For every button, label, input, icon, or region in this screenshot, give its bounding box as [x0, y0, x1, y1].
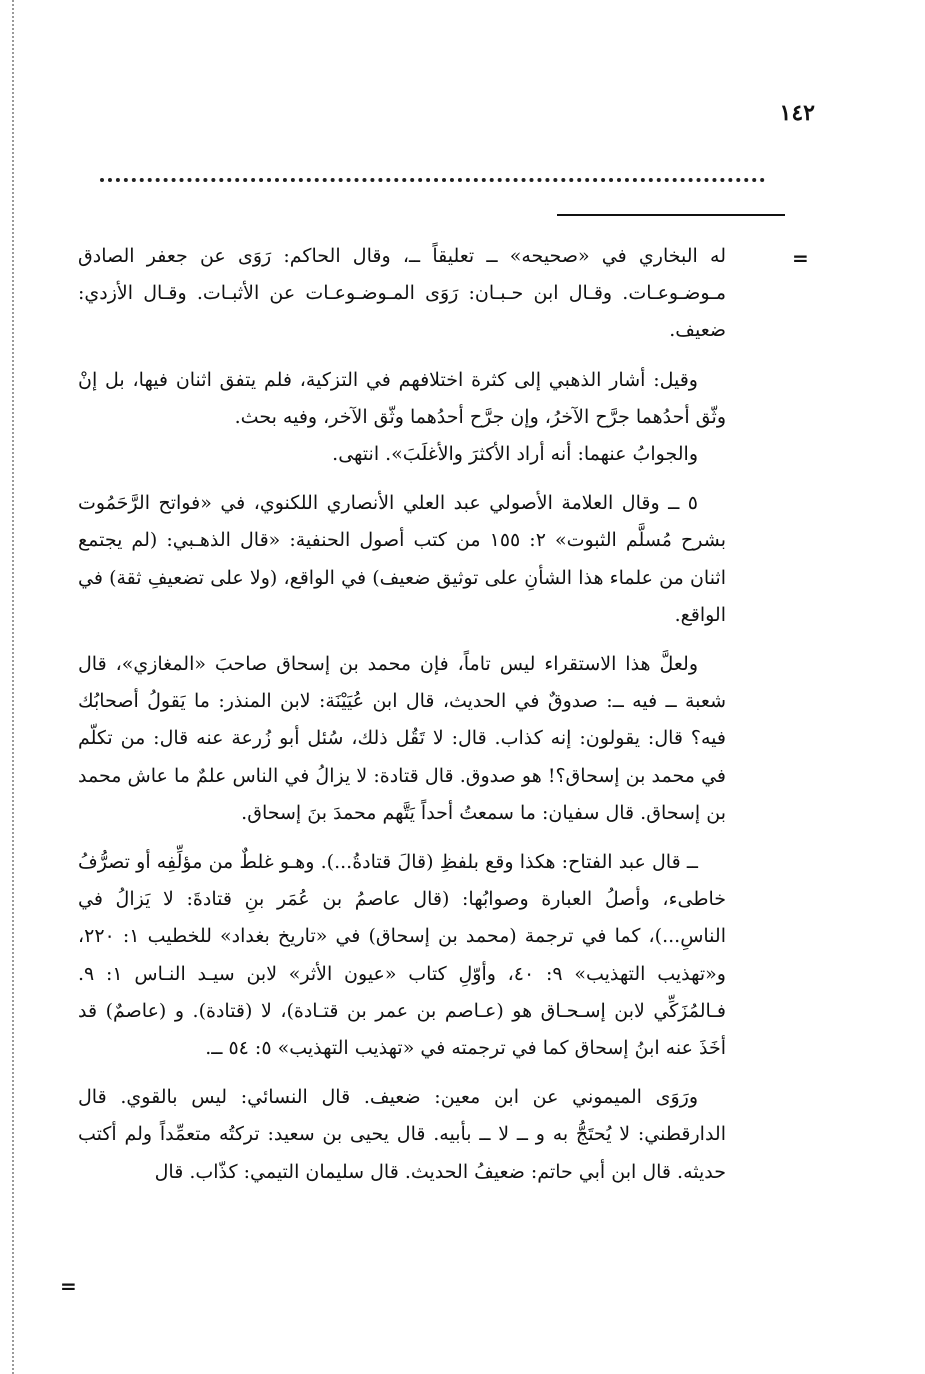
footnote-text-block [78, 238, 726, 1203]
header-dotted-rule [100, 178, 765, 182]
paragraph: وقيل: أشار الذهبي إلى كثرة اختلافهم في التزكية، فلم يتفق اثنان فيها، بل إنْ وثّق أحدُهما جرَّح الآخرُ، وإن جرَّح أحدُهما وثّق الآخر، وفيه بحث. [78, 368, 726, 428]
continuation-marker-bottom: = [60, 1274, 77, 1298]
paragraph: له البخاري في «صحيحه» ــ تعليقاً ــ، وقال الحاكم: رَوَى عن جعفر الصادق مـوضـوعـات. وقـال ابن حـبـان: رَوَى المـوضـوعـات عن الأثبـات. وقـال الأزدي: ضعيف. [78, 245, 726, 342]
paragraph: ٥ ــ وقال العلامة الأصولي عبد العلي الأنصاري اللكنوي، في «فواتح الرَّحَمُوت بشرح مُسلَّم الثبوت» ٢: ١٥٥ من كتب أصول الحنفية: «قال الذهـبي: (لم يجتمع اثنان من علماء هذا الشأنِ على توثيق ضعيف) في الواقع، (ولا على تضعيفِ ثقة) في الواقع. [78, 492, 726, 626]
paragraph: والجوابُ عنهما: أنه أراد الأكثرَ والأغلَبَ». انتهى. [332, 443, 698, 466]
page-number: ١٤٢ [779, 100, 815, 126]
scan-edge-dotted-line [12, 0, 14, 1374]
footnote-separator-rule [557, 214, 785, 216]
paragraph: ورَوَى الميموني عن ابن معين: ضعيف. قال النسائي: ليس بالقوي. قال الدارقطني: لا يُحتَجُّ به و ــ لا ــ بأبيه. قال يحيى بن سعيد: تركتُه متعمِّداً ولم أكتب حديثه. قال ابن أبي حاتم: ضعيفُ الحديث. قال سليمان التيمي: كذّاب. قال [78, 1086, 726, 1183]
continuation-marker-top: = [792, 246, 809, 270]
paragraph: ولعلَّ هذا الاستقراء ليس تاماً، فإن محمد بن إسحاق صاحبَ «المغازي»، قال شعبة ــ فيه ــ: صدوقٌ في الحديث، قال ابن عُيَيْنَة: لابن المنذر: ما يَقولُ أصحابُك فيه؟ قال: يقولون: إنه كذاب. قال: لا تَقُل ذلك، سُئل أبو زُرعة عنه قال: من تكلّم في محمد بن إسحاق؟! هو صدوق. قال قتادة: لا يزالُ في الناس علمٌ ما عاش محمد بن إسحاق. قال سفيان: ما سمعتُ أحداً يَتَّهم محمدَ بنَ إسحاق. [78, 653, 726, 824]
paragraph: ــ قال عبد الفتاح: هكذا وقع بلفظِ (قالَ قتادةُ...). وهـو غلطٌ من مؤلِّفِه أو تصرُّفُ خاطىء، وأصلُ العبارة وصوابُها: (قال عاصمُ بن عُمَر بنِ قتادةَ: لا يَزالُ في الناسِ...)، كما في ترجمة (محمد بن إسحاق) في «تاريخ بغداد» للخطيب ١: ٢٢٠، و«تهذيب التهذيب» ٩: ٤٠، وأوّلِ كتاب «عيون الأثر» لابن سيـد النـاس ١: ٩. فـالمُزَكِّي لابن إسـحـاق هو (عـاصم بن عمر بن قتـادة)، لا (قتادة). و (عاصمٌ) قد أخَذَ عنه ابنُ إسحاق كما في ترجمته في «تهذيب التهذيب» ٥: ٥٤ ــ. [78, 851, 726, 1060]
